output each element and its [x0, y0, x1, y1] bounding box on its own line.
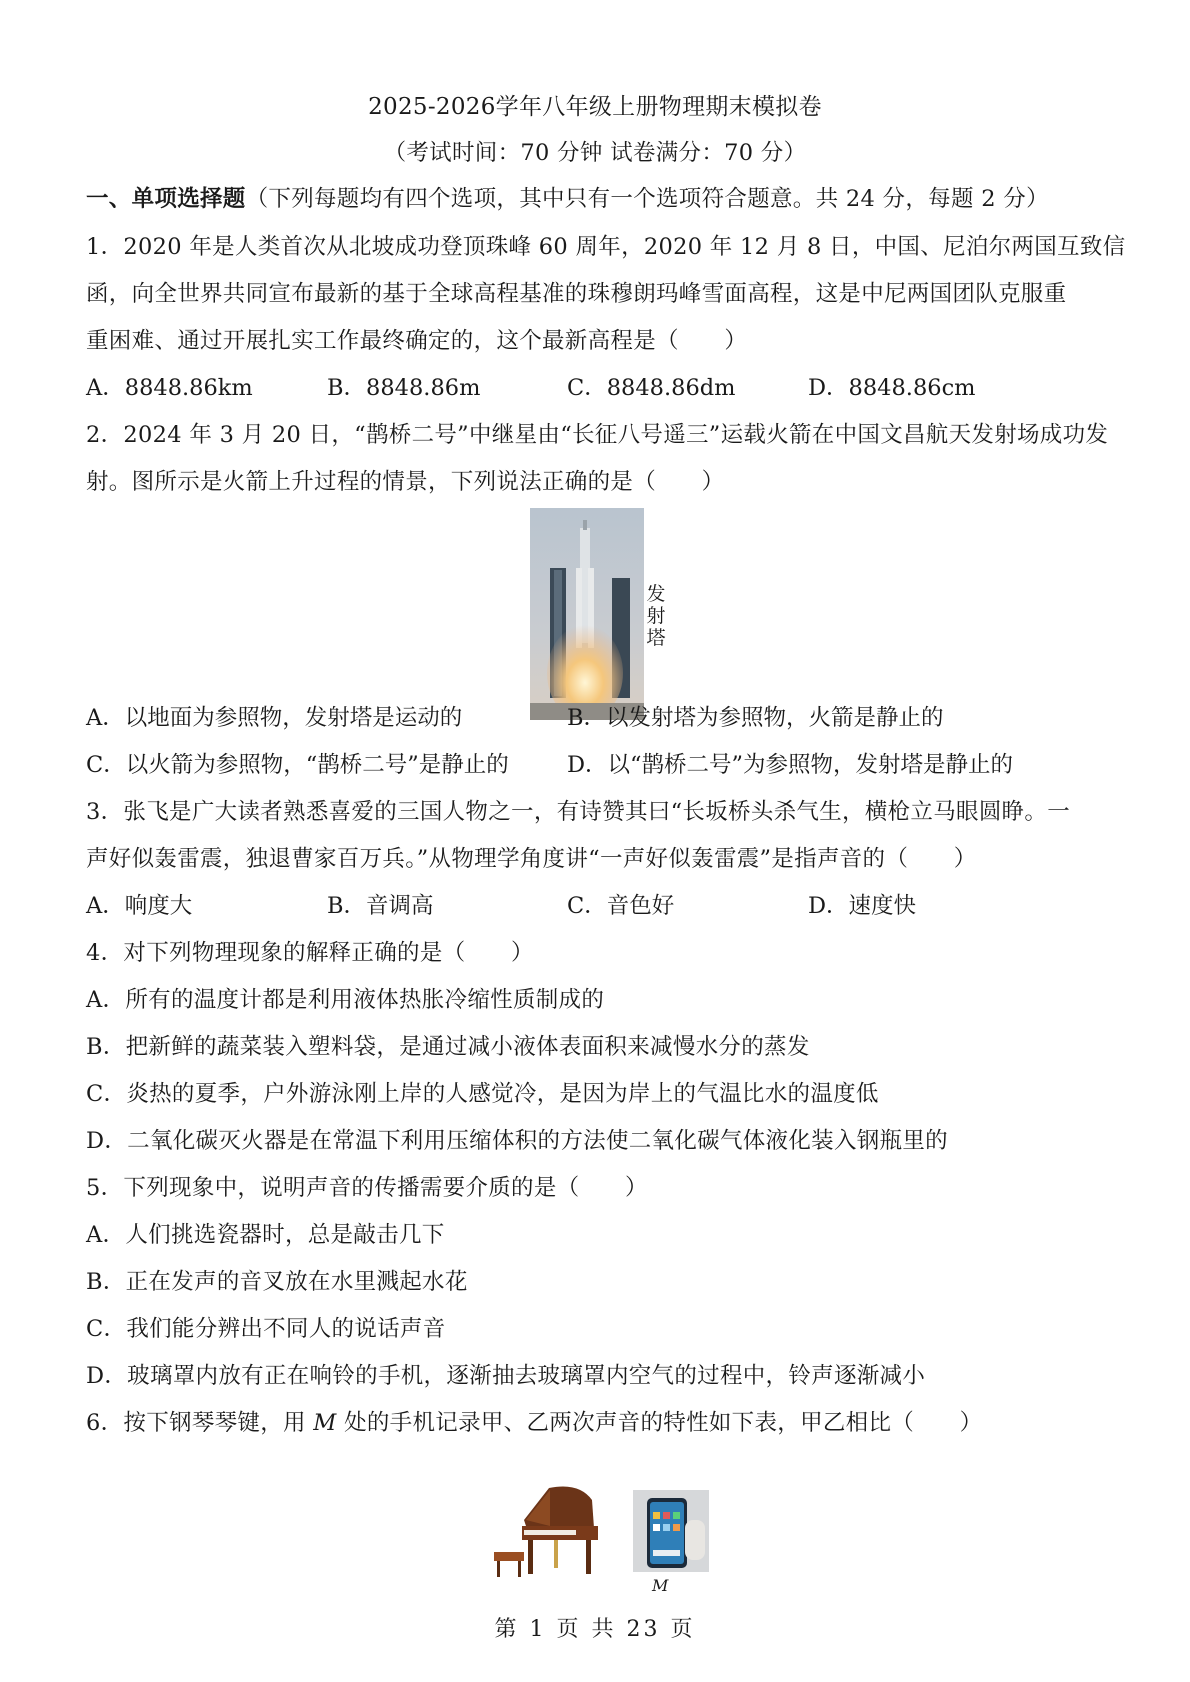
q2-option-c: C．以火箭为参照物，“鹊桥二号”是静止的 [86, 752, 509, 778]
q4-option-b: B．把新鲜的蔬菜装入塑料袋，是通过减小液体表面积来减慢水分的蒸发 [86, 1034, 810, 1060]
q1-option-d: D．8848.86cm [808, 375, 976, 401]
q4-option-d: D．二氧化碳灭火器是在常温下利用压缩体积的方法使二氧化碳气体液化装入钢瓶里的 [86, 1128, 948, 1154]
exam-title: 2025-2026学年八年级上册物理期末模拟卷 [368, 94, 822, 120]
q3-line1: 3．张飞是广大读者熟悉喜爱的三国人物之一，有诗赞其曰“长坂桥头杀气生，横枪立马眼圆睁。一 [86, 799, 1071, 825]
q3-option-b: B．音调高 [327, 893, 434, 919]
q1-line2: 函，向全世界共同宣布最新的基于全球高程基准的珠穆朗玛峰雪面高程，这是中尼两国团队克服重 [86, 281, 1067, 307]
q3-option-d: D．速度快 [808, 893, 917, 919]
q5-option-d: D．玻璃罩内放有正在响铃的手机，逐渐抽去玻璃罩内空气的过程中，铃声逐渐减小 [86, 1363, 926, 1389]
rocket-launch-image [530, 508, 644, 720]
q3-line2: 声好似轰雷震，独退曹家百万兵。”从物理学角度讲“一声好似轰雷震”是指声音的（ ） [86, 846, 977, 872]
q5-option-b: B．正在发声的音叉放在水里溅起水花 [86, 1269, 468, 1295]
q6-stem [86, 1408, 982, 1438]
piano-image [494, 1480, 606, 1580]
rocket-figure-caption: 发 射 塔 [646, 583, 666, 649]
q4-option-c: C．炎热的夏季，户外游泳刚上岸的人感觉冷，是因为岸上的气温比水的温度低 [86, 1081, 879, 1107]
q2-line1: 2．2024 年 3 月 20 日，“鹊桥二号”中继星由“长征八号遥三”运载火箭在中国文昌航天发射场成功发 [86, 422, 1109, 448]
q5-stem: 5．下列现象中，说明声音的传播需要介质的是（ ） [86, 1175, 648, 1201]
q1-line3: 重困难、通过开展扎实工作最终确定的，这个最新高程是（ ） [86, 328, 748, 354]
section-instruction: （下列每题均有四个选项，其中只有一个选项符合题意。共 24 分，每题 2 分） [245, 186, 1049, 212]
q6-stem-m: M [313, 1410, 337, 1436]
q5-option-a: A．人们挑选瓷器时，总是敲击几下 [86, 1222, 445, 1248]
q2-line2: 射。图所示是火箭上升过程的情景，下列说法正确的是（ ） [86, 469, 725, 495]
exam-subtitle: （考试时间：70 分钟 试卷满分：70 分） [383, 140, 807, 166]
q2-option-b: B．以发射塔为参照物，火箭是静止的 [567, 705, 944, 731]
section-label: 一、单项选择题 [86, 186, 246, 212]
q5-option-c: C．我们能分辨出不同人的说话声音 [86, 1316, 446, 1342]
q3-option-c: C．音色好 [567, 893, 675, 919]
q6-stem-pre: 6．按下钢琴琴键，用 [86, 1410, 314, 1436]
phone-image [633, 1490, 709, 1572]
q4-option-a: A．所有的温度计都是利用液体热胀冷缩性质制成的 [86, 987, 605, 1013]
phone-label-m: M [652, 1576, 669, 1595]
q2-option-a: A．以地面为参照物，发射塔是运动的 [86, 705, 463, 731]
q6-stem-post: 处的手机记录甲、乙两次声音的特性如下表，甲乙相比（ ） [336, 1410, 983, 1436]
q1-line1: 1．2020 年是人类首次从北坡成功登顶珠峰 60 周年，2020 年 12 月 8 日，中国、尼泊尔两国互致信 [86, 234, 1126, 260]
section-heading [86, 184, 1049, 214]
q1-option-c: C．8848.86dm [567, 375, 736, 401]
q1-option-b: B．8848.86m [327, 375, 481, 401]
page-footer: 第 1 页 共 23 页 [494, 1617, 696, 1642]
q2-option-d: D．以“鹊桥二号”为参照物，发射塔是静止的 [567, 752, 1014, 778]
q3-option-a: A．响度大 [86, 893, 193, 919]
q1-option-a: A．8848.86km [86, 375, 253, 401]
q4-stem: 4．对下列物理现象的解释正确的是（ ） [86, 940, 534, 966]
